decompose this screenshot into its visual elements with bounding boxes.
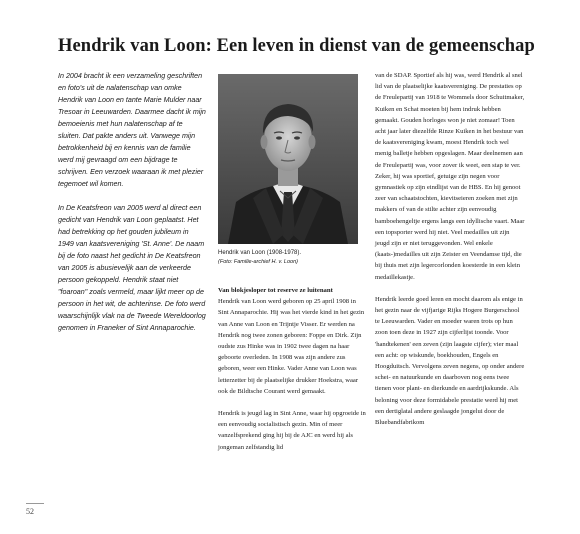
intro-paragraph-2: In De Keatsfreon van 2005 werd al direct een gedicht van Hendrik van Loon geplaatst. Het had betrekking op het gouden jubileum in 1949 van kaatsvereniging 'St. Anne'. De naam bij de foto naast het gedicht in De Keatsfreon van 2005 is abusievelijk aan de verkeerde persoon gekoppeld. Hendrik staat niet "foaroan" zoals vermeld, maar lijkt meer op de persoon in het wit, de achterinse. De foto werd waarschijnlijk vlak na de Tweede Wereldoorlog genomen in Franeker of Sint Annaparochie.	[58, 204, 206, 332]
page-title: Hendrik van Loon: Een leven in dienst van de gemeenschap	[58, 36, 535, 56]
right-paragraph-2: Hendrik leerde goed leren en mocht daarom als enige in het gezin naar de vijfjarige Rijks Hogere Burgerschool te Leeuwarden. Vader en moeder waren trots op hun zoon toen deze in 1927 zijn cijferlijst toonde. Voor 'handtekenen' een zeven (zijn laagste cijfer); vier maal een acht: op wiskunde, boekhouden, Engels en Hoogduitsch. Vervolgens zeven negens, op onder andere schei- en natuurkunde en daarboven nog eens twee tienen voor plant- en dierkunde en aardrijkskunde. Als beloning voor deze formidabele prestatie werd hij met een dertiglatal andere geslaagde jongelui door de Bluebandfabrikom	[375, 295, 525, 427]
intro-paragraph-1: In 2004 bracht ik een verzameling geschriften en foto's uit de nalatenschap van omke Hendrik van Loon en tante Marie Mulder naar Tresoar in Leeuwarden. Daarmee dacht ik mijn bemoeienis met hun nalatenschap af te sluiten. Dat pakte anders uit. Vanwege mijn betrokkenheid bij en kennis van de familie werd mij gevraagd om een bijdrage te schrijven. Een verzoek waaraan ik met plezier tegemoet wil komen.	[58, 72, 206, 188]
page-number: 52	[26, 503, 44, 516]
middle-paragraph-2: Hendrik is jeugd lag in Sint Anne, waar hij opgroeide in een eenvoudig socialistisch gezin. Min of meer vanzelfsprekend ging hij bij de AJC en werd hij als jongeman zelfstandig lid	[218, 410, 366, 451]
middle-column	[218, 285, 366, 464]
portrait-photo	[218, 74, 358, 244]
right-paragraph-1: van de SDAP. Sportief als hij was, werd Hendrik al snel lid van de plaatselijke kaatsvereniging. De prestaties op de Freulepartij van 1918 te Wommels door Schuitmaker, Kuiken en Schat moeten bij hem indruk hebben gemaakt. Gouden horloges won je niet zomaar! Toen acht jaar later diezelfde Rinze Kuiken in het bestuur van de kaatsvereniging kwam, moest Hendrik toch wel menig balletje hebben opgeslagen. Maar deelnemen aan de Freulepartij was, voor zover ik weet, een stap te ver. Zeker, hij was sportief, getuige zijn negen voor gymnastiek op zijn eindlijst van de HBS. En hij genoot zeer van schaatstochten, kievitseieren zoeken met zijn makkers of van de stilte achter zijn eenvoudig bamboehengeltje ergens langs een idyllische vaart. Maar een topsporter werd hij niet. Veel medailles uit zijn jeugd zijn er niet teruggevonden. Wel enkele (kaats-)medailles uit zijn Zeister en Veendamse tijd, die bij thuis met zijn legercorlonden koesterde in een klein medaillekastje.	[375, 72, 525, 281]
intro-column	[58, 70, 206, 346]
middle-paragraph-1: Hendrik van Loon werd geboren op 25 april 1908 in Sint Annaparochie. Hij was het vierde kind in het gezin van Anne van Loon en Trijntje Visser. Er werden na Hendrik nog twee zonen geboren: Foppe en Dirk. Zijn oudste zus Hinke was in 1902 twee dagen na haar geboorte overleden. In 1908 was zijn andere zus geboren, weer een Hinke. Vader Anne van Loon was letterzetter bij de plaatselijke drukker Hoekstra, waar ook de Bildtsche Courant werd gemaakt.	[218, 298, 365, 395]
right-column	[375, 70, 525, 439]
photo-caption	[218, 249, 368, 266]
photo-credit: (Foto: Familie-archief H. v. Loon)	[218, 258, 298, 265]
section-heading: Van blokjesloper tot reserve ze luitenant	[218, 287, 333, 294]
portrait-photo-icon	[218, 74, 358, 244]
photo-caption-text: Hendrik van Loon (1908-1978).	[218, 250, 302, 256]
